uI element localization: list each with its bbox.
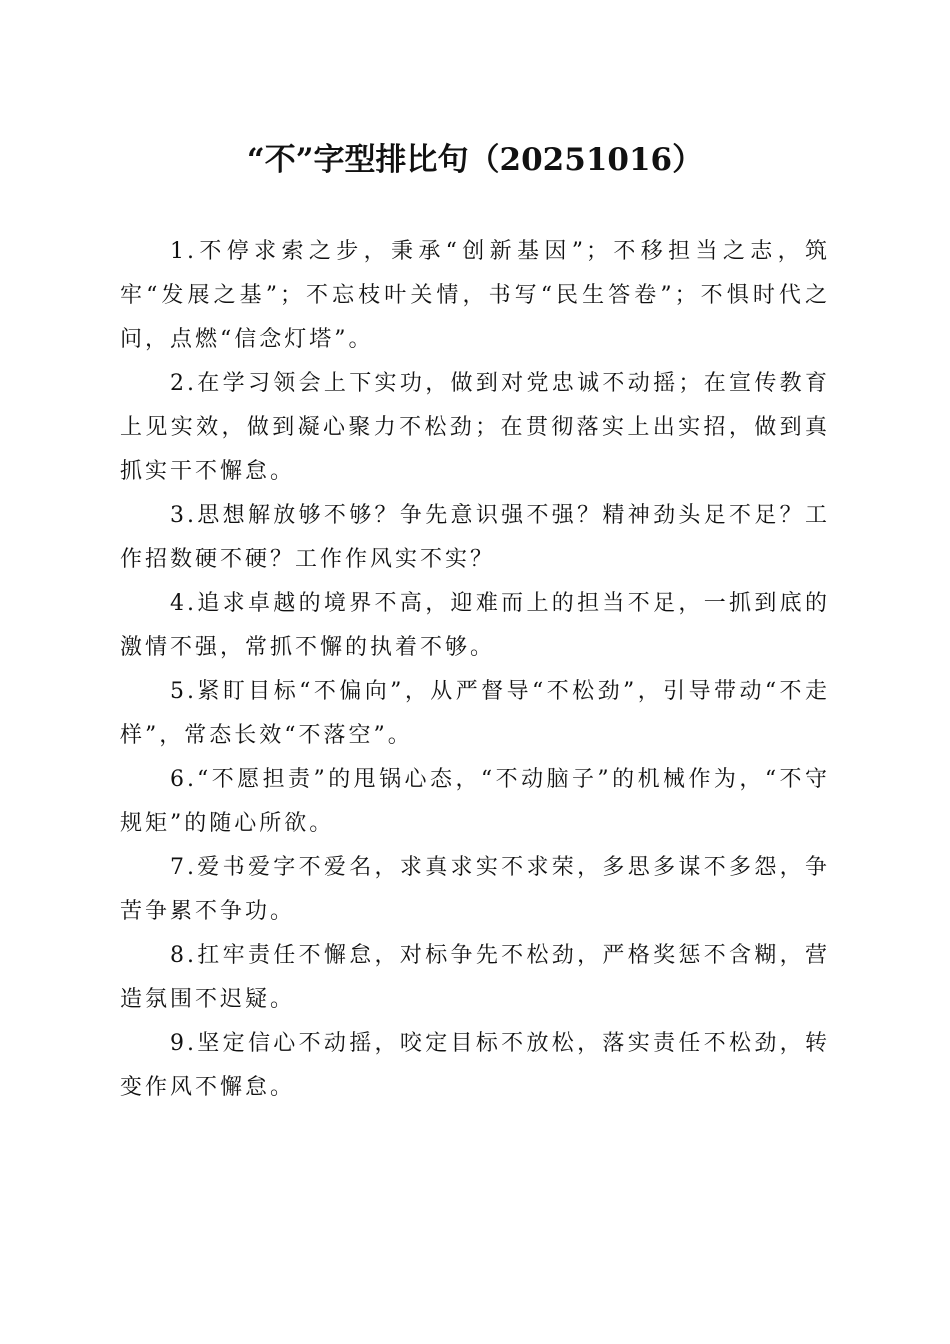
paragraph-6: 6.“不愿担责”的甩锅心态，“不动脑子”的机械作为，“不守规矩”的随心所欲。 [120,767,830,836]
paragraph-7: 7.爱书爱字不爱名，求真求实不求荣，多思多谋不多怨，争苦争累不争功。 [120,855,830,924]
paragraph-5: 5.紧盯目标“不偏向”，从严督导“不松劲”，引导带动“不走样”，常态长效“不落空”。 [120,679,830,748]
paragraph-1: 1.不停求索之步，秉承“创新基因”；不移担当之志，筑牢“发展之基”；不忘枝叶关情，书写“民生答卷”；不惧时代之问，点燃“信念灯塔”。 [120,239,830,352]
document-title: “不”字型排比句（20251016） [246,142,704,178]
paragraph-8: 8.扛牢责任不懈怠，对标争先不松劲，严格奖惩不含糊，营造氛围不迟疑。 [120,943,830,1012]
paragraph-2: 2.在学习领会上下实功，做到对党忠诚不动摇；在宣传教育上见实效，做到凝心聚力不松劲；在贯彻落实上出实招，做到真抓实干不懈怠。 [120,371,830,484]
paragraph-4: 4.追求卓越的境界不高，迎难而上的担当不足，一抓到底的激情不强，常抓不懈的执着不够。 [120,591,830,660]
document-body [120,230,830,1110]
paragraph-9: 9.坚定信心不动摇，咬定目标不放松，落实责任不松劲，转变作风不懈怠。 [120,1031,830,1100]
paragraph-3: 3.思想解放够不够？争先意识强不强？精神劲头足不足？工作招数硬不硬？工作作风实不实？ [120,503,830,572]
